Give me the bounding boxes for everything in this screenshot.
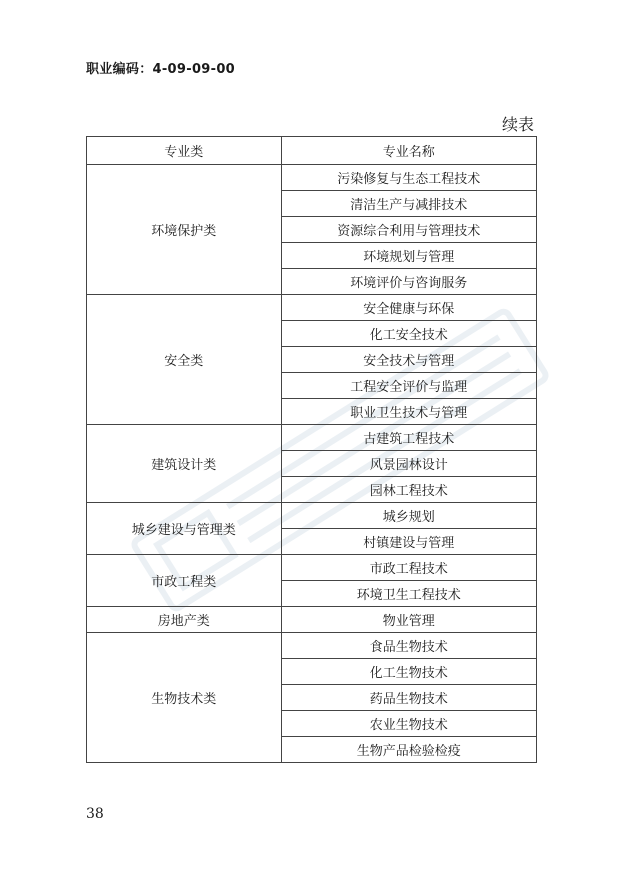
table-header-row bbox=[87, 137, 537, 165]
occupation-code bbox=[86, 58, 235, 77]
category-cell: 建筑设计类 bbox=[87, 425, 282, 503]
major-cell: 资源综合利用与管理技术 bbox=[281, 217, 536, 243]
major-cell: 古建筑工程技术 bbox=[281, 425, 536, 451]
major-cell: 风景园林设计 bbox=[281, 451, 536, 477]
table-row bbox=[87, 425, 537, 451]
category-cell: 城乡建设与管理类 bbox=[87, 503, 282, 555]
major-cell: 环境卫生工程技术 bbox=[281, 581, 536, 607]
major-cell: 安全健康与环保 bbox=[281, 295, 536, 321]
category-cell: 环境保护类 bbox=[87, 165, 282, 295]
page-number: 38 bbox=[86, 806, 104, 822]
column-header-category: 专业类 bbox=[87, 137, 282, 165]
category-cell: 安全类 bbox=[87, 295, 282, 425]
occupation-code-value: 4-09-09-00 bbox=[152, 62, 236, 77]
major-cell: 化工安全技术 bbox=[281, 321, 536, 347]
table-row bbox=[87, 165, 537, 191]
major-cell: 食品生物技术 bbox=[281, 633, 536, 659]
major-cell: 村镇建设与管理 bbox=[281, 529, 536, 555]
major-cell: 环境评价与咨询服务 bbox=[281, 269, 536, 295]
major-cell: 物业管理 bbox=[281, 607, 536, 633]
major-cell: 环境规划与管理 bbox=[281, 243, 536, 269]
major-cell: 城乡规划 bbox=[281, 503, 536, 529]
table-row bbox=[87, 633, 537, 659]
major-cell: 职业卫生技术与管理 bbox=[281, 399, 536, 425]
major-cell: 农业生物技术 bbox=[281, 711, 536, 737]
continued-table-label: 续表 bbox=[501, 115, 534, 134]
major-cell: 生物产品检验检疫 bbox=[281, 737, 536, 763]
major-cell: 污染修复与生态工程技术 bbox=[281, 165, 536, 191]
table-row bbox=[87, 503, 537, 529]
category-cell: 市政工程类 bbox=[87, 555, 282, 607]
column-header-major: 专业名称 bbox=[281, 137, 536, 165]
majors-table bbox=[86, 136, 537, 763]
major-cell: 清洁生产与减排技术 bbox=[281, 191, 536, 217]
major-cell: 工程安全评价与监理 bbox=[281, 373, 536, 399]
major-cell: 园林工程技术 bbox=[281, 477, 536, 503]
table-row bbox=[87, 607, 537, 633]
major-cell: 安全技术与管理 bbox=[281, 347, 536, 373]
category-cell: 生物技术类 bbox=[87, 633, 282, 763]
table-row bbox=[87, 295, 537, 321]
major-cell: 市政工程技术 bbox=[281, 555, 536, 581]
table-row bbox=[87, 555, 537, 581]
major-cell: 化工生物技术 bbox=[281, 659, 536, 685]
major-cell: 药品生物技术 bbox=[281, 685, 536, 711]
category-cell: 房地产类 bbox=[87, 607, 282, 633]
occupation-code-label: 职业编码： bbox=[86, 62, 153, 77]
